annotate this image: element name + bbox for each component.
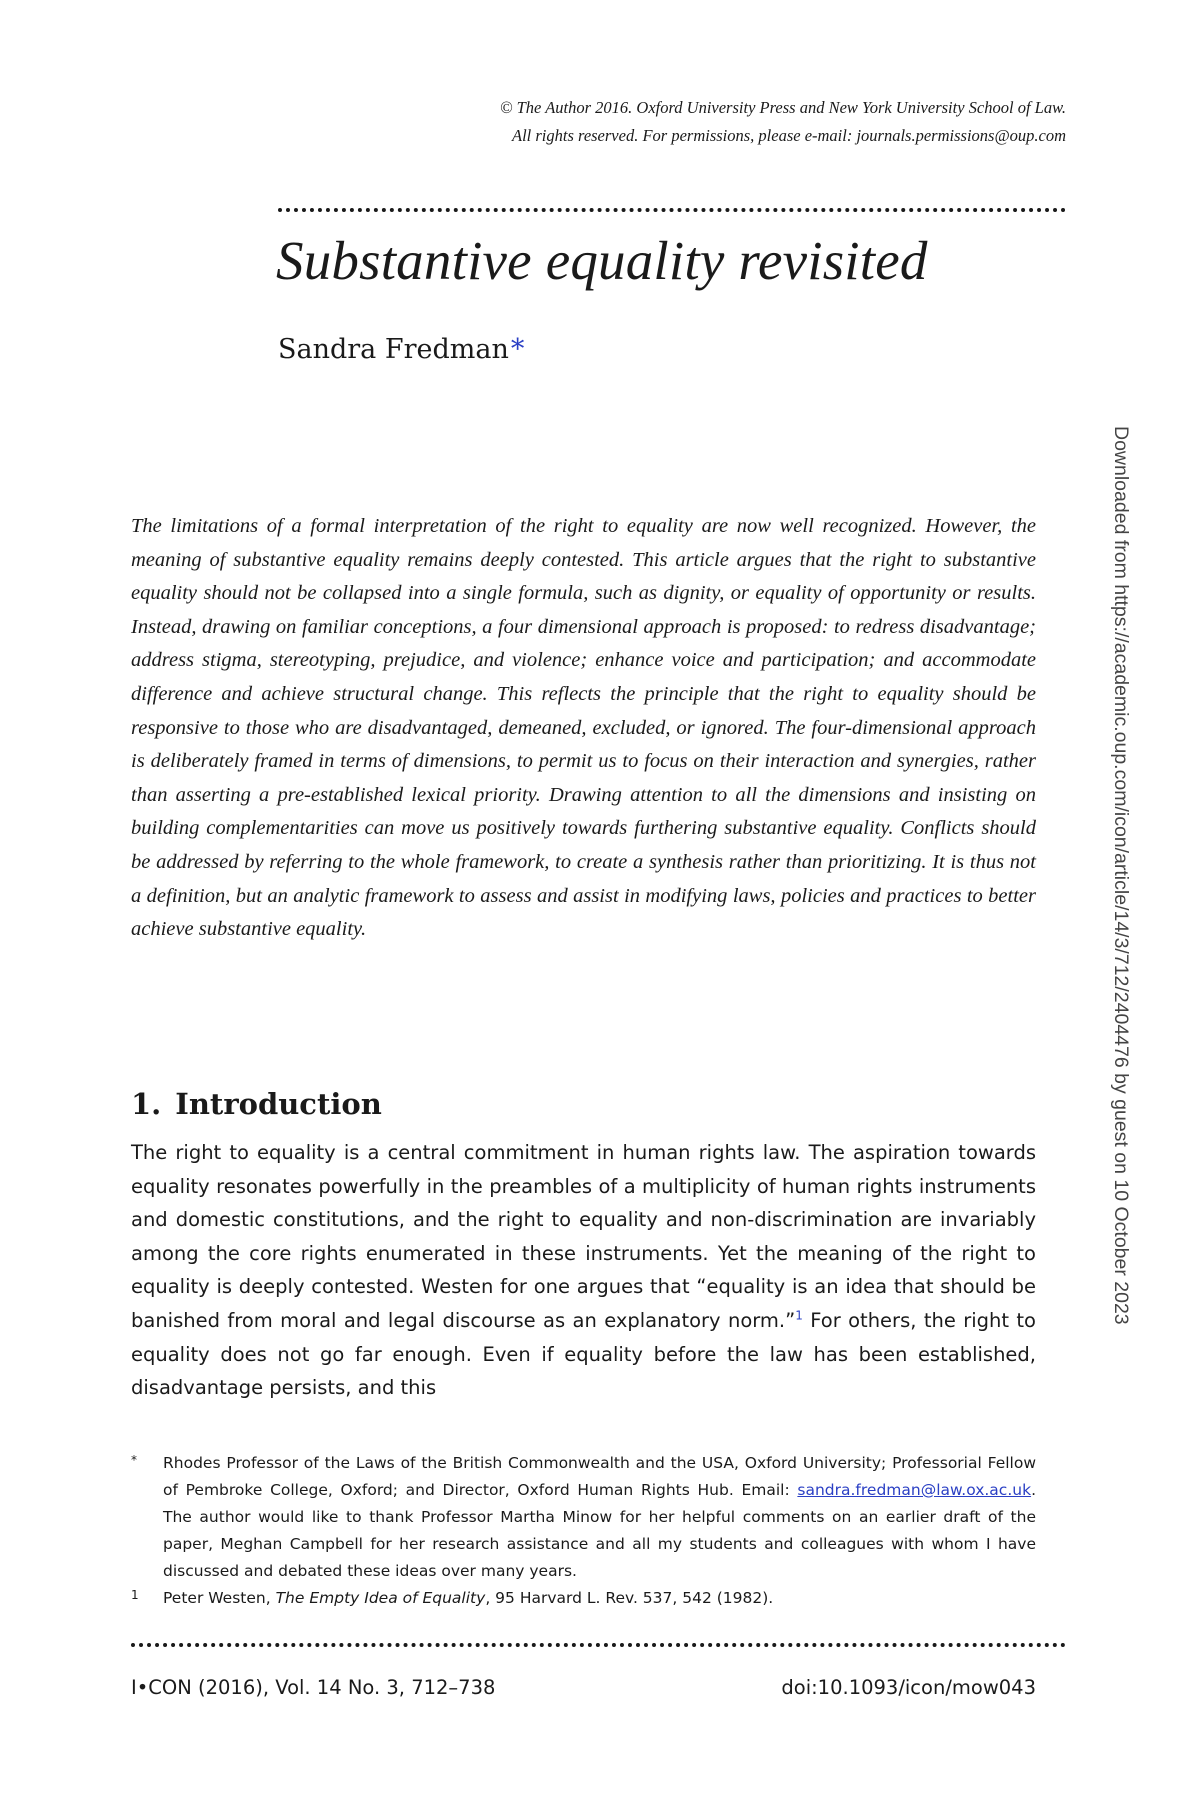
footnote-ref-1[interactable]: 1 xyxy=(795,1308,803,1323)
copyright-line-2: All rights reserved. For permissions, please e-mail: journals.permissions@oup.com xyxy=(512,126,1066,145)
title-top-rule xyxy=(278,208,1066,212)
journal-citation: I•CON (2016), Vol. 14 No. 3, 712–738 xyxy=(131,1676,496,1699)
abstract: The limitations of a formal interpretation of the right to equality are now well recognized. However, the meaning of substantive equality remains deeply contested. This article argues that the right to substantive equality should not be collapsed into a single formula, such as dignity, or equality of opportunity or results. Instead, drawing on familiar conceptions, a four dimensional approach is proposed: to redress disadvantage; address stigma, stereotyping, prejudice, and violence; enhance voice and participation; and accommodate difference and achieve structural change. This reflects the principle that the right to equality should be responsive to those who are disadvantaged, demeaned, excluded, or ignored. The four-dimensional approach is deliberately framed in terms of dimensions, to permit us to focus on their interaction and synergies, rather than asserting a pre-established lexical priority. Drawing attention to all the dimensions and insisting on building complementarities can move us positively towards furthering substantive equality. Conflicts should be addressed by referring to the whole framework, to create a synthesis rather than prioritizing. It is thus not a definition, but an analytic framework to assess and assist in modifying laws, policies and practices to better achieve substantive equality. xyxy=(131,515,1036,941)
footnote-author xyxy=(131,1450,1036,1585)
body-text-part-2: For others, the right to equality does not go far enough. Even if equality before the law has been established, disadvantage persists, and this xyxy=(131,1308,1036,1400)
footnote-1-title: The Empty Idea of Equality xyxy=(275,1589,486,1607)
footnote-1-journal: , 95 Harvard L. Rev. 537, 542 (1982). xyxy=(485,1589,774,1607)
doi[interactable]: doi:10.1093/icon/mow043 xyxy=(781,1676,1036,1699)
article-title: Substantive equality revisited xyxy=(276,230,928,291)
author-line xyxy=(278,332,524,368)
section-title: Introduction xyxy=(175,1087,382,1121)
footnote-author-text-b: . The author would like to thank Professor Martha Minow for her helpful comments on an earlier draft of the paper, Meghan Campbell for her research assistance and all my students and colleagues with whom I have discussed and debated these ideas over many years. xyxy=(163,1481,1036,1580)
author-name: Sandra Fredman xyxy=(278,334,509,365)
footnote-author-text xyxy=(163,1450,1036,1585)
footer-rule xyxy=(131,1643,1066,1647)
footnote-1-author: Peter Westen, xyxy=(163,1589,276,1607)
author-footnote-mark[interactable]: * xyxy=(510,334,525,365)
download-watermark: Downloaded from https://academic.oup.com/icon/article/14/3/712/2404476 by guest on 10 October 2023 xyxy=(1110,426,1132,1325)
copyright-line-1: © The Author 2016. Oxford University Press and New York University School of Law. xyxy=(499,98,1066,117)
footnote-author-text-a: Rhodes Professor of the Laws of the British Commonwealth and the USA, Oxford University; Professorial Fellow of Pembroke College, Oxford; and Director, Oxford Human Rights Hub. Email: xyxy=(163,1454,1036,1499)
section-heading xyxy=(131,1084,382,1124)
footnotes xyxy=(131,1450,1036,1612)
footnote-author-mark: * xyxy=(131,1453,137,1467)
footnote-1-mark: 1 xyxy=(131,1588,139,1602)
footnote-1-text xyxy=(163,1585,1036,1612)
section-body xyxy=(131,1136,1036,1405)
footnote-1 xyxy=(131,1585,1036,1612)
section-number: 1. xyxy=(131,1087,162,1121)
body-text-part-1: The right to equality is a central commitment in human rights law. The aspiration towards equality resonates powerfully in the preambles of a multiplicity of human rights instruments and domestic constitutions, and the right to equality and non-discrimination are invariably among the core rights enumerated in these instruments. Yet the meaning of the right to equality is deeply contested. Westen for one argues that “equality is an idea that should be banished from moral and legal discourse as an explanatory norm.” xyxy=(131,1141,1036,1332)
copyright-notice xyxy=(500,94,1066,150)
author-email-link[interactable]: sandra.fredman@law.ox.ac.uk xyxy=(797,1481,1032,1499)
